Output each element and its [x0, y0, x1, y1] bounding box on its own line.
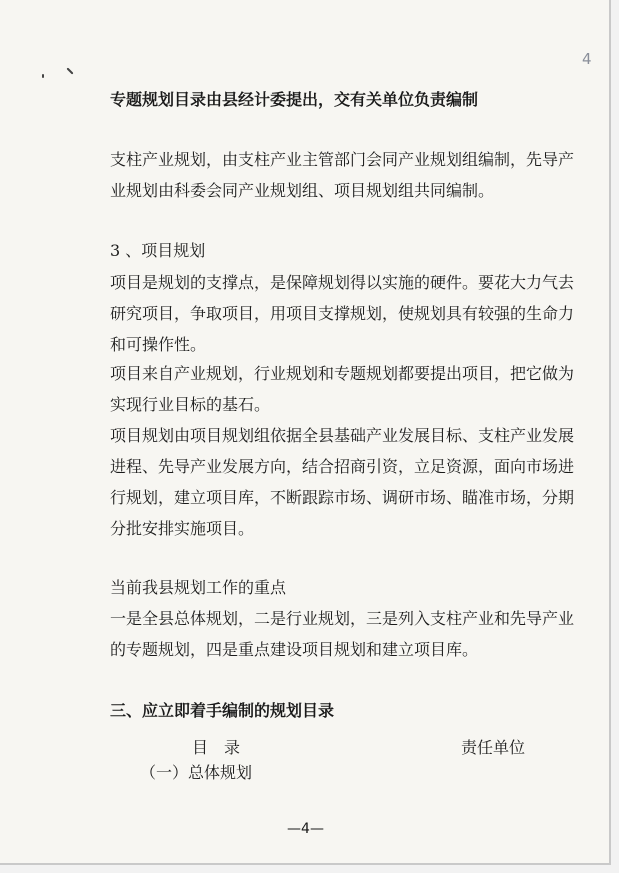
scan-speck: [42, 74, 44, 78]
toc-header-catalog: 目 录: [192, 738, 241, 757]
section-heading-current-focus: 当前我县规划工作的重点: [110, 578, 287, 597]
paragraph-project-planning-process: 项目规划由项目规划组依据全县基础产业发展目标、支柱产业发展进程、先导产业发展方向，结合招商引资，立足资源，面向市场进行规划，建立项目库，不断跟踪市场、调研市场、瞄准市场，分期分批安排实施项目。: [110, 426, 575, 538]
section-heading-project-planning: 3 、项目规划: [110, 241, 206, 260]
paragraph-focus-list: 一是全县总体规划，二是行业规划，三是列入支柱产业和先导产业的专题规划，四是重点建设项目规划和建立项目库。: [110, 609, 575, 659]
page-corner-number: 4: [582, 50, 592, 68]
paragraph-catalog-proposal: 专题规划目录由县经计委提出，交有关单位负责编制: [110, 90, 479, 109]
scan-speck: [66, 67, 73, 74]
paragraph-project-importance: 项目是规划的支撑点，是保障规划得以实施的硬件。要花大力气去研究项目，争取项目，用项目支撑规划，使规划具有较强的生命力和可操作性。: [110, 273, 575, 354]
paragraph-project-source: 项目来自产业规划，行业规划和专题规划都要提出项目，把它做为实现行业目标的基石。: [110, 364, 575, 414]
section-heading-catalog: 三、应立即着手编制的规划目录: [110, 701, 335, 720]
toc-item-overall-planning: （一）总体规划: [140, 763, 253, 782]
toc-header-responsible-unit: 责任单位: [461, 738, 526, 757]
paragraph-pillar-industry: 支柱产业规划，由支柱产业主管部门会同产业规划组编制，先导产业规划由科委会同产业规划组、项目规划组共同编制。: [110, 150, 575, 200]
page-number-footer: —4—: [287, 821, 324, 837]
